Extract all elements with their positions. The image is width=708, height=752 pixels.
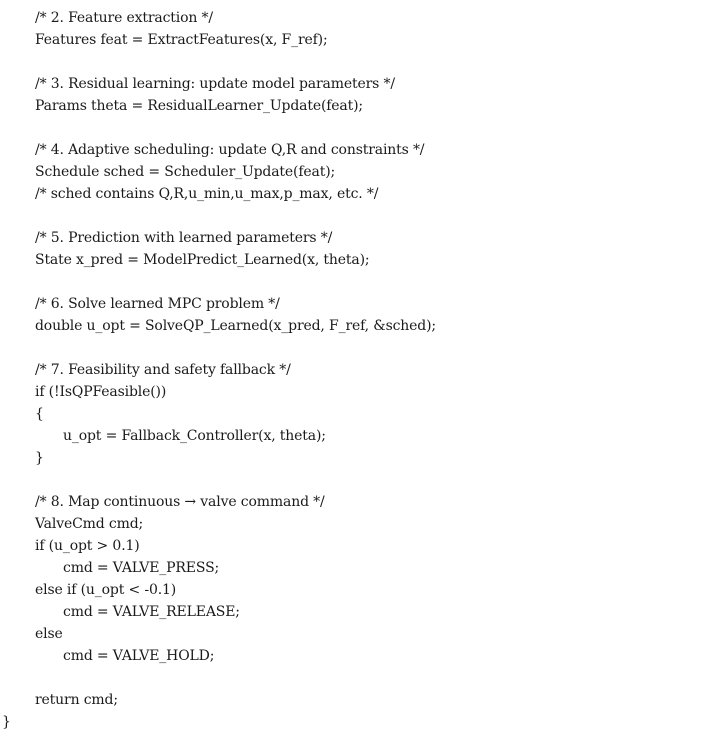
code-line: Params theta = ResidualLearner_Update(feat); [35,98,363,114]
code-line: State x_pred = ModelPredict_Learned(x, theta); [35,252,370,268]
code-line: /* 4. Adaptive scheduling: update Q,R and constraints */ [35,142,425,158]
code-line: cmd = VALVE_RELEASE; [63,604,240,620]
code-line: double u_opt = SolveQP_Learned(x_pred, F_ref, &sched); [35,318,436,334]
code-line [0,667,708,689]
code-line: ValveCmd cmd; [35,516,144,532]
code-line: /* 6. Solve learned MPC problem */ [35,296,280,312]
code-line [0,51,708,73]
code-line: } [2,714,11,730]
code-line: /* 8. Map continuous → valve command */ [35,494,325,510]
code-line [0,271,708,293]
code-line: Features feat = ExtractFeatures(x, F_ref); [35,32,328,48]
code-line: /* 3. Residual learning: update model parameters */ [35,76,395,92]
code-line: Schedule sched = Scheduler_Update(feat); [35,164,336,180]
code-line: cmd = VALVE_PRESS; [63,560,220,576]
code-line [0,205,708,227]
code-line: /* 2. Feature extraction */ [35,10,213,26]
code-line: /* 5. Prediction with learned parameters */ [35,230,333,246]
code-line: else [35,626,63,642]
code-line: if (u_opt > 0.1) [35,538,140,554]
code-line: u_opt = Fallback_Controller(x, theta); [63,428,326,444]
code-line: return cmd; [35,692,118,708]
code-line: cmd = VALVE_HOLD; [63,648,215,664]
code-line [0,469,708,491]
code-line: if (!IsQPFeasible()) [35,384,167,400]
code-line [0,337,708,359]
code-line: /* 7. Feasibility and safety fallback */ [35,362,291,378]
code-line: /* sched contains Q,R,u_min,u_max,p_max, etc. */ [35,186,379,202]
code-line: else if (u_opt < -0.1) [35,582,177,598]
code-line: { [35,406,44,422]
code-line [0,117,708,139]
code-line: } [35,450,44,466]
